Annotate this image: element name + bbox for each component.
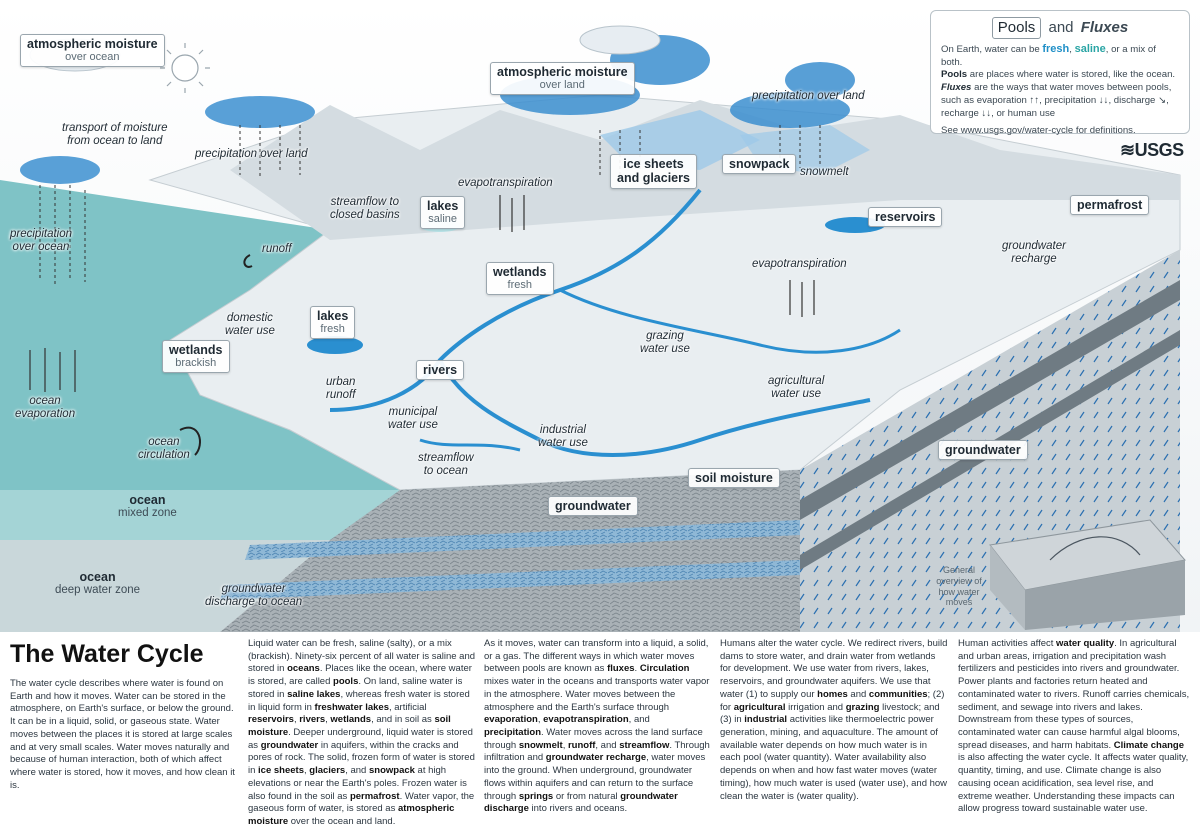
legend-pools-bold: Pools [941, 69, 968, 81]
legend-line1b: , or a mix of both. [941, 43, 1156, 68]
precipitation-over-land-right-label: precipitation over land [752, 90, 865, 102]
atm-ocean-sub: over ocean [65, 51, 120, 64]
domestic-water-use-label: domestic water use [225, 312, 275, 338]
groundwater-side-label [938, 440, 1028, 460]
wetlands-brackish-label [162, 340, 230, 373]
permafrost-title: permafrost [1077, 198, 1143, 212]
snowmelt-label: snowmelt [800, 166, 849, 178]
reservoirs-title: reservoirs [875, 210, 936, 224]
legend-pools-title: Pools [992, 17, 1042, 39]
ocean-mixed-title: ocean [129, 493, 166, 507]
legend-line2: are places where water is stored, like the ocean. [969, 69, 1176, 81]
runoff-label: runoff [262, 243, 292, 255]
atm-ocean-title: atmospheric moisture [27, 37, 158, 51]
precipitation-over-ocean-label: precipitation over ocean [10, 228, 73, 254]
groundwater-recharge-label: groundwater recharge [1002, 240, 1066, 266]
lakes-saline-label [420, 196, 465, 229]
reservoirs-label [868, 207, 942, 227]
wetlands-brackish-title: wetlands [169, 343, 223, 357]
grazing-water-use-label: grazing water use [640, 330, 690, 356]
agricultural-water-use-label: agricultural water use [768, 375, 825, 401]
groundwater-discharge-label: groundwater discharge to ocean [205, 583, 303, 609]
precipitation-over-land-left-label: precipitation over land [195, 148, 308, 160]
precipitation-icon: ↓↓ [1098, 94, 1109, 106]
legend-and: and [1048, 19, 1074, 36]
evapotranspiration-label-2: evapotranspiration [752, 258, 847, 270]
wetlands-fresh-label [486, 262, 554, 295]
legend-line3: are the ways that water moves between pools, such as evaporation [941, 82, 1172, 106]
column-pools: Liquid water can be fresh, saline (salty), or a mix (brackish). Ninety-six percent of all water is saline and stored in oceans. Places like the ocean, where water is stored, are called pools. On land, saline water is stored in saline lakes, whereas fresh water is stored in liquid form in freshwater lakes, artificial reservoirs, rivers, wetlands, and in soil as soil moisture. Deeper underground, liquid water is stored as groundwater in aquifers, within the cracks and pores of rock. The solid, frozen form of water is stored in ice sheets, glaciers, and snowpack at high elevations or near the Earth's poles. Frozen water is also found in the soil as permafrost. Water vapor, the gaseous form of water, is stored as atmospheric moisture over the ocean and land. [248, 638, 476, 828]
ocean-deep-title: ocean [79, 570, 116, 584]
legend-fresh: fresh [1042, 42, 1070, 55]
lakes-fresh-label [310, 306, 355, 339]
ice-sheets-label [610, 154, 697, 189]
streamflow-closed-basins-label: streamflow to closed basins [330, 196, 400, 222]
usgs-logo-text: USGS [1134, 140, 1184, 160]
wetlands-fresh-title: wetlands [493, 265, 547, 279]
legend-line3c: , discharge [1108, 94, 1156, 106]
ocean-deep-sub: deep water zone [55, 584, 141, 597]
ocean-evaporation-label: ocean evaporation [15, 395, 76, 421]
usgs-wave-icon: ≋ [1120, 140, 1135, 160]
intro-paragraph: The water cycle describes where water is found on Earth and how it moves. Water can be stored in the atmosphere, on Earth's surface, or below the ground. It can be in a liquid, solid, or gaseous state. Water moves between the places it is stored at large scales and at very small scales. Water moves naturally and because of human interaction, both of which affect where water is stored, how it moves, and how clean it is. [10, 678, 235, 791]
atmospheric-moisture-land-label [490, 62, 635, 95]
legend-line-2 [941, 69, 1179, 82]
soil-moisture-title: soil moisture [695, 471, 773, 485]
snowpack-label [722, 154, 796, 174]
lakes-saline-sub: saline [428, 213, 458, 226]
atm-land-sub: over land [539, 79, 585, 92]
legend-line-3 [941, 82, 1179, 120]
ocean-circulation-label: ocean circulation [138, 436, 190, 462]
wetlands-brackish-sub: brackish [175, 357, 217, 370]
legend-fluxes-title: Fluxes [1080, 19, 1129, 36]
atm-land-title: atmospheric moisture [497, 65, 628, 79]
pools-and-fluxes-legend [930, 10, 1190, 137]
municipal-water-use-label: municipal water use [388, 406, 438, 432]
column-human-use: Humans alter the water cycle. We redirect rivers, build dams to store water, and drain water from wetlands for development. We use water from rivers, lakes, reservoirs, and groundwater aquifers. We use that water (1) to supply our homes and communities; (2) for agricultural irrigation and grazing livestock; and (3) in industrial activities like thermoelectric power generation, mining, and aquaculture. The amount of available water depends on how much water is in each pool (water quantity). Water availability also depends on when and how fast water moves (water timing), how much water is used (water use), and how clean the water is (water quality). [720, 638, 948, 802]
column-fluxes: As it moves, water can transform into a liquid, a solid, or a gas. The different ways in which water moves between pools are known as fluxes. Circulation mixes water in the oceans and transports water vapor in the atmosphere. Water moves between the atmosphere and the Earth's surface through evaporation, evapotranspiration, and precipitation. Water moves across the land surface through snowmelt, runoff, and streamflow. Through infiltration and groundwater recharge, water moves into the ground. When underground, groundwater flows within aquifers and can return to the surface through springs or from natural groundwater discharge into rivers and oceans. [484, 638, 710, 815]
atmospheric-moisture-ocean-label [20, 34, 165, 67]
discharge-icon: ↘ [1158, 94, 1167, 106]
industrial-water-use-label: industrial water use [538, 424, 588, 450]
rivers-title: rivers [423, 363, 458, 377]
legend-line-1: On Earth, water can be fresh, saline, or a mix of both. [941, 42, 1156, 68]
usgs-logo [1120, 140, 1184, 161]
column-water-quality: Human activities affect water quality. In agricultural and urban areas, irrigation and precipitation wash fertilizers and pesticides into rivers and groundwater. Power plants and factories return heated and contaminated water to rivers. Runoff carries chemicals, sediment, and sewage into rivers and lakes. Downstream from these types of sources, contaminated water can cause harmful algal blooms, spread diseases, and harm habitats. Climate change is also affecting the water cycle. It affects water quality, quantity, timing, and use. Climate change is also causing ocean acidification, sea level rise, and extreme weather. Understanding these impacts can allow progress toward sustainable water use. [958, 638, 1190, 815]
lakes-saline-title: lakes [427, 199, 459, 213]
recharge-icon: ↓↓ [981, 107, 992, 119]
overview-label: General overview of how water moves [936, 565, 982, 608]
ocean-deep-zone-label [55, 570, 140, 598]
legend-line3d: , recharge [941, 94, 1169, 119]
transport-moisture-label: transport of moisture from ocean to land [62, 122, 168, 148]
groundwater-front-title: groundwater [555, 499, 631, 513]
legend-line1a: On Earth, water can be [941, 43, 1040, 55]
lakes-fresh-sub: fresh [320, 323, 345, 336]
groundwater-front-label [548, 496, 638, 516]
urban-runoff-label: urban runoff [326, 376, 356, 402]
legend-line3b: , precipitation [1039, 94, 1097, 106]
evaporation-icon: ↑↑ [1029, 94, 1040, 106]
legend-line3e: , or human use [991, 107, 1056, 119]
groundwater-side-title: groundwater [945, 443, 1021, 457]
page-title: The Water Cycle [10, 640, 204, 668]
rivers-label [416, 360, 464, 380]
snowpack-title: snowpack [729, 157, 790, 171]
text-panel [0, 632, 1200, 828]
ocean-mixed-sub: mixed zone [118, 507, 177, 520]
legend-saline: saline [1074, 42, 1106, 55]
legend-fluxes-bold: Fluxes [941, 82, 972, 94]
permafrost-label [1070, 195, 1149, 215]
lakes-fresh-title: lakes [317, 309, 349, 323]
ice-sheets-title: ice sheets and glaciers [617, 157, 690, 186]
wetlands-fresh-sub: fresh [507, 279, 532, 292]
evapotranspiration-label-1: evapotranspiration [458, 177, 553, 189]
soil-moisture-label [688, 468, 780, 488]
ocean-mixed-zone-label [118, 493, 177, 521]
streamflow-to-ocean-label: streamflow to ocean [418, 452, 474, 478]
legend-heading [941, 17, 1179, 39]
legend-see-link: See www.usgs.gov/water-cycle for definitions. [941, 125, 1136, 137]
